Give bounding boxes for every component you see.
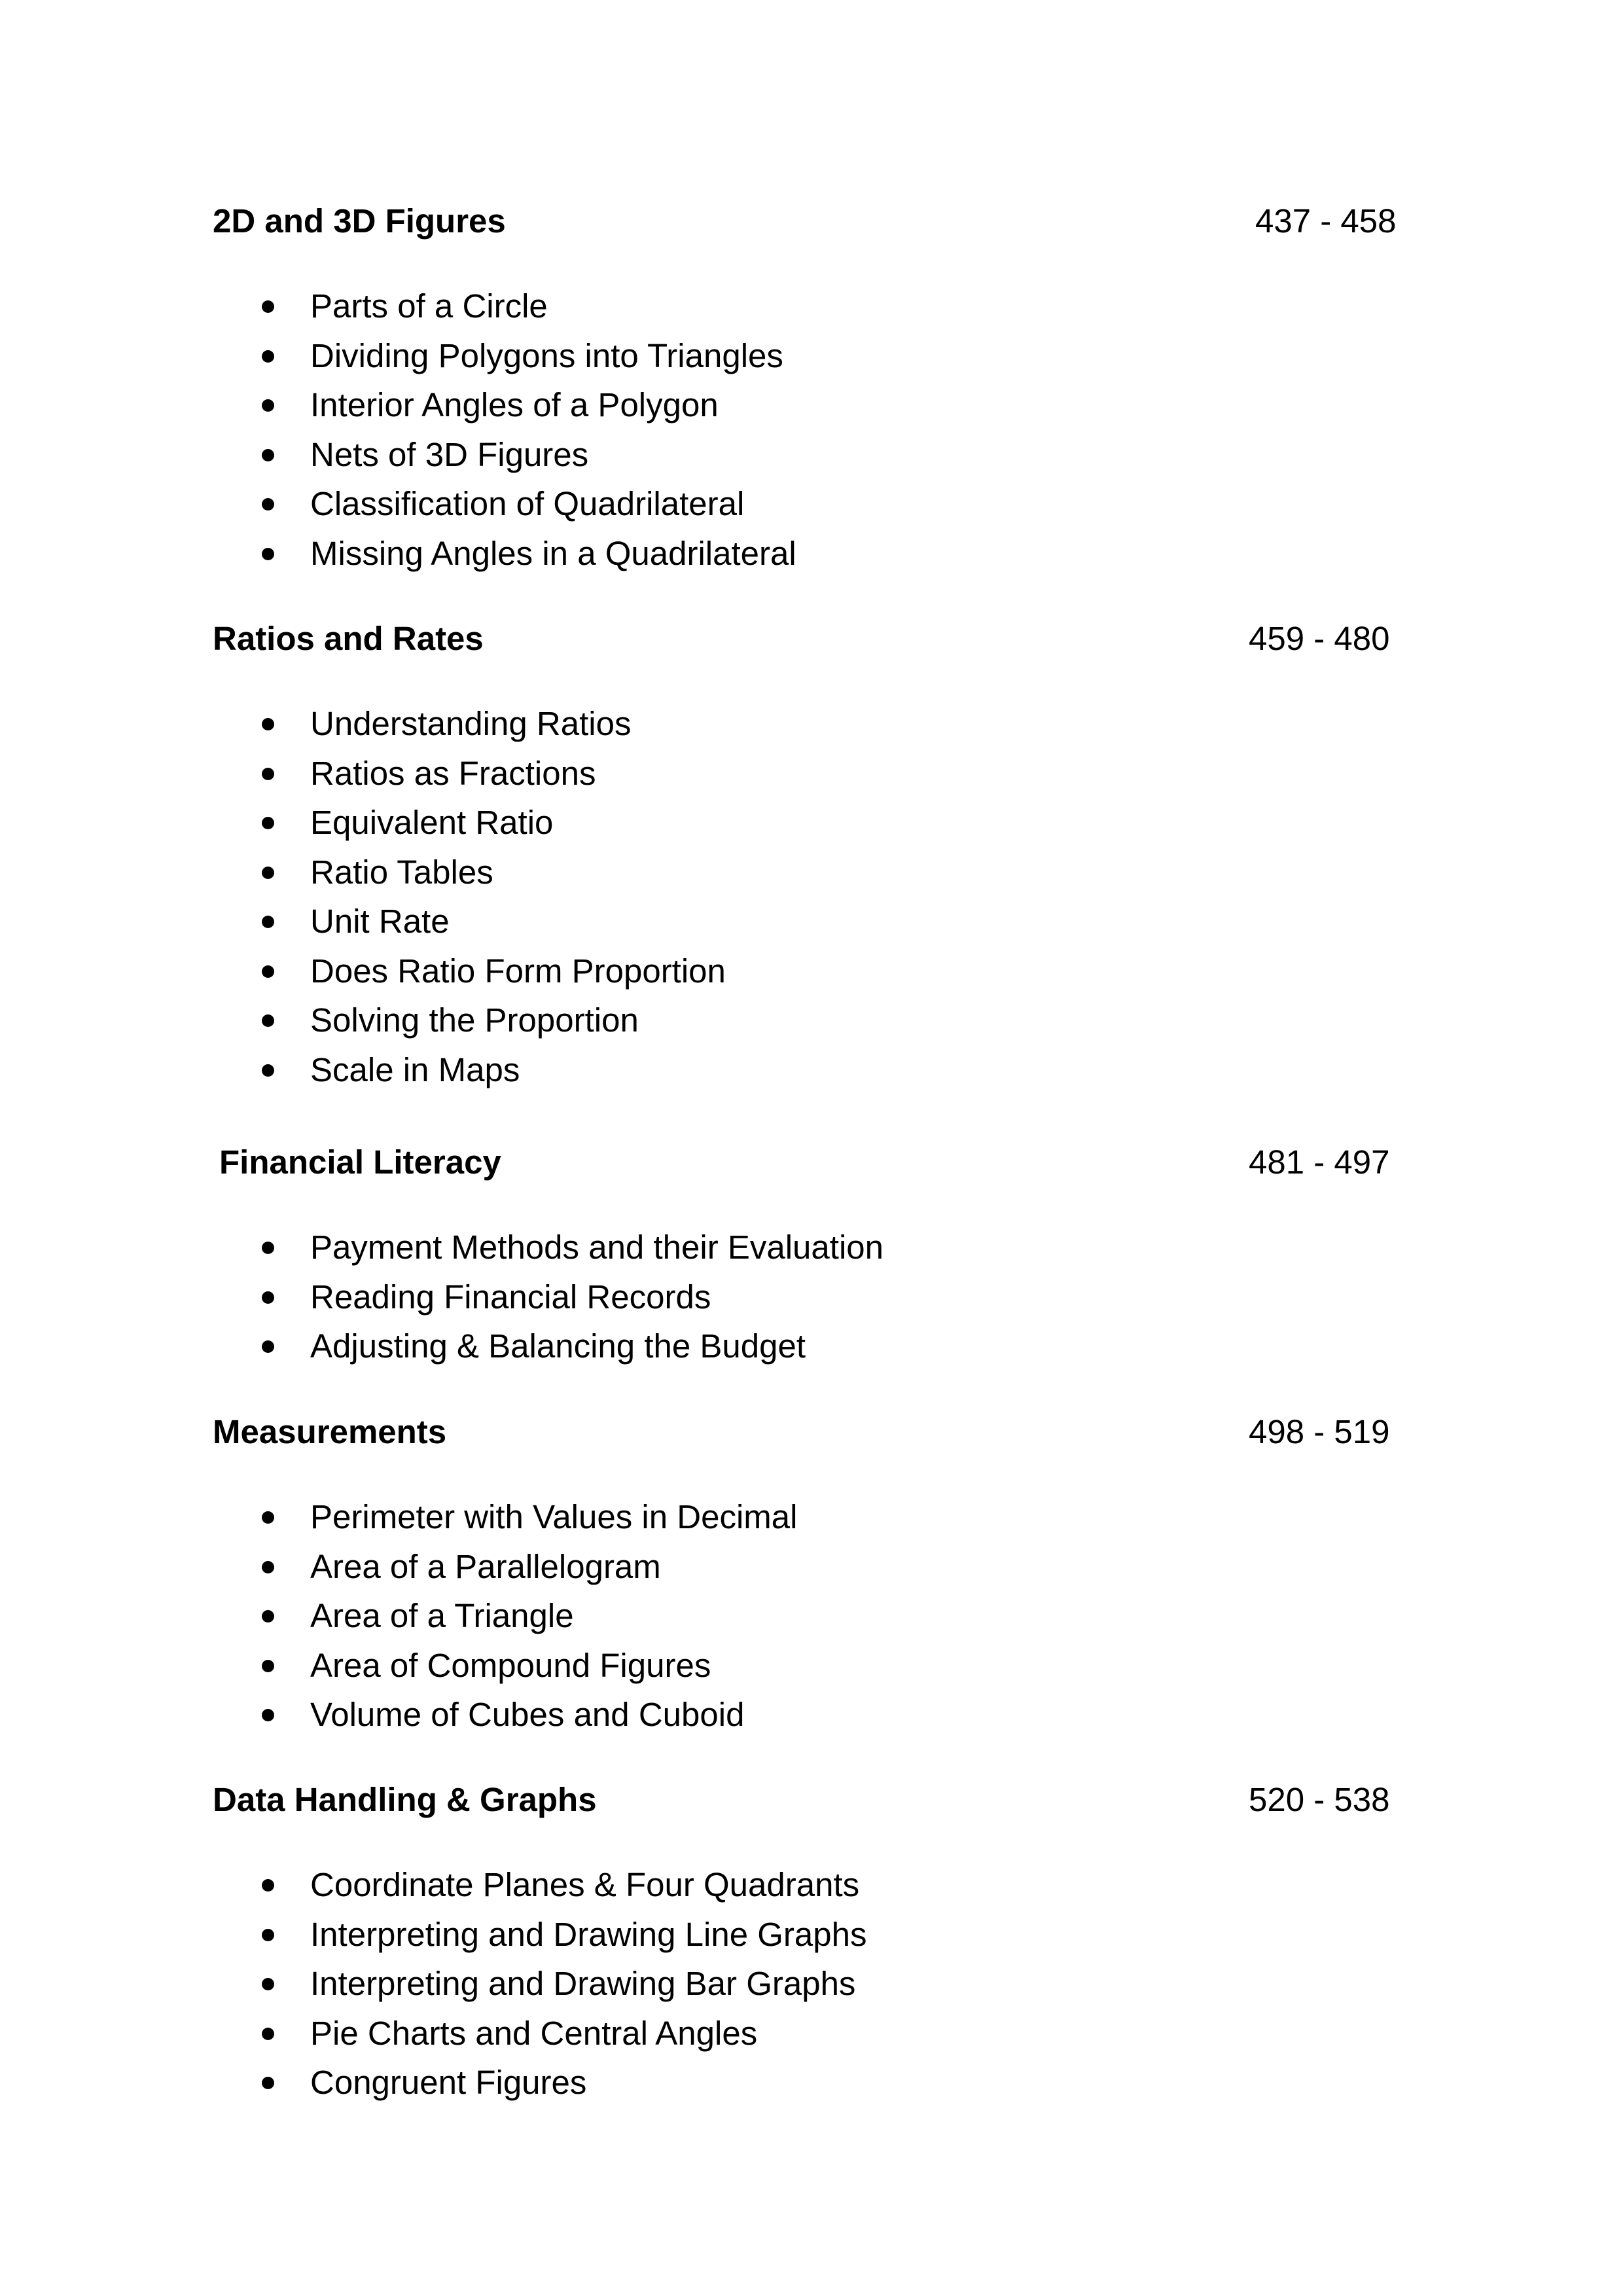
bullet-icon [262,1511,274,1524]
bullet-icon [262,1709,274,1721]
topic-label: Perimeter with Values in Decimal [310,1498,798,1535]
topic-label: Dividing Polygons into Triangles [310,336,783,374]
topic-label: Interior Angles of a Polygon [310,386,719,423]
topic-label: Unit Rate [310,903,450,940]
toc-section [0,1411,1623,1733]
bullet-icon [262,1291,274,1304]
bullet-icon [262,1610,274,1623]
section-header [0,1141,1623,1183]
topic-label: Area of Compound Figures [310,1646,711,1684]
section-page-range: 520 - 538 [1249,1781,1390,1818]
section-title: Measurements [213,1413,447,1450]
section-page-range: 437 - 458 [1255,202,1397,240]
bullet-icon [262,300,274,313]
section-page-range: 498 - 519 [1249,1413,1390,1450]
bullet-icon [262,1242,274,1254]
bullet-icon [262,449,274,461]
topic-label: Does Ratio Form Proportion [310,952,726,990]
section-title: Financial Literacy [219,1143,501,1181]
topic-label: Scale in Maps [310,1050,520,1088]
section-header [0,200,1623,242]
section-title: 2D and 3D Figures [213,202,506,240]
topic-label: Payment Methods and their Evaluation [310,1229,884,1266]
section-title: Data Handling & Graphs [213,1781,597,1818]
topic-label: Pie Charts and Central Angles [310,2014,758,2052]
topic-label: Congruent Figures [310,2064,587,2101]
topic-label: Solving the Proportion [310,1001,639,1039]
bullet-icon [262,2028,274,2040]
topic-label: Ratios as Fractions [310,754,596,792]
bullet-icon [262,399,274,412]
section-header [0,1779,1623,1821]
topic-label: Parts of a Circle [310,287,548,325]
bullet-icon [262,1879,274,1892]
bullet-icon [262,1978,274,1990]
bullet-icon [262,916,274,928]
topic-label: Interpreting and Drawing Bar Graphs [310,1965,856,2002]
bullet-icon [262,1561,274,1573]
topic-label: Reading Financial Records [310,1278,711,1316]
section-page-range: 459 - 480 [1249,620,1390,657]
topic-label: Nets of 3D Figures [310,435,589,473]
bullet-icon [262,1660,274,1672]
bullet-icon [262,817,274,829]
bullet-icon [262,1340,274,1353]
topic-label: Adjusting & Balancing the Budget [310,1327,806,1365]
topic-label: Understanding Ratios [310,705,632,742]
bullet-icon [262,2077,274,2089]
topic-label: Area of a Triangle [310,1597,574,1634]
bullet-icon [262,1014,274,1027]
topic-label: Ratio Tables [310,853,493,891]
bullet-icon [262,548,274,560]
bullet-icon [262,867,274,879]
topic-label: Interpreting and Drawing Line Graphs [310,1915,867,1953]
toc-section [0,1779,1623,2101]
topic-label: Missing Angles in a Quadrilateral [310,534,796,572]
bullet-icon [262,768,274,780]
toc-section [0,618,1623,1088]
bullet-icon [262,965,274,978]
bullet-icon [262,1929,274,1941]
toc-section [0,1141,1623,1365]
topic-label: Coordinate Planes & Four Quadrants [310,1866,860,1903]
bullet-icon [262,498,274,511]
topic-label: Classification of Quadrilateral [310,485,745,522]
section-header [0,618,1623,660]
section-header [0,1411,1623,1453]
topic-label: Volume of Cubes and Cuboid [310,1696,745,1733]
section-page-range: 481 - 497 [1249,1143,1390,1181]
section-title: Ratios and Rates [213,620,484,657]
toc-section [0,200,1623,572]
bullet-icon [262,1064,274,1077]
topic-label: Area of a Parallelogram [310,1547,661,1585]
topic-label: Equivalent Ratio [310,804,554,841]
bullet-icon [262,718,274,730]
bullet-icon [262,350,274,363]
